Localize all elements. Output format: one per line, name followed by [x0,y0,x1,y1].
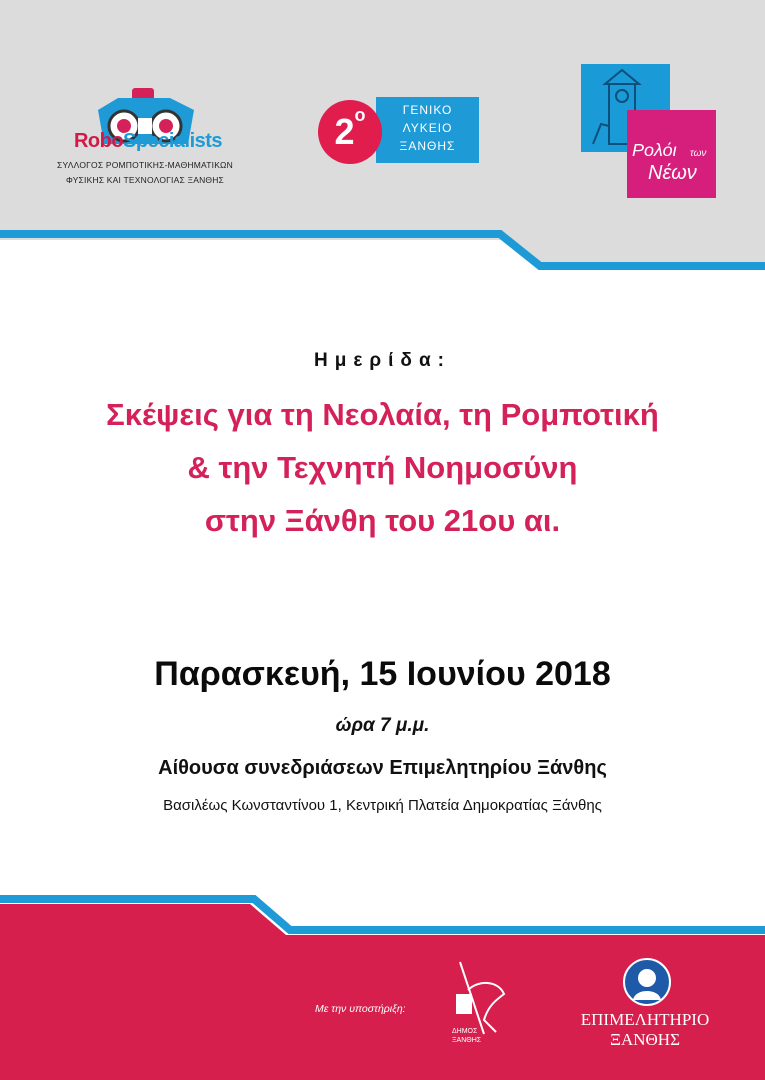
chamber-line1: ΕΠΙΜΕΛΗΤΗΡΙΟ [580,1010,710,1029]
event-time: ώρα 7 μ.μ. [335,715,430,736]
school-number-badge: $2^o$ [318,100,382,164]
roloi-word2: των [690,148,707,159]
chamber-emblem-icon [623,958,671,1006]
robo-subtitle-line1: ΣΥΛΛΟΓΟΣ ΡΟΜΠΟΤΙΚΗΣ-ΜΑΘΗΜΑΤΙΚΩΝ [57,160,233,170]
event-venue: Αίθουσα συνεδριάσεων Επιμελητηρίου Ξάνθης [158,757,607,779]
event-title-line3: στην Ξάνθη του 21ου αι. [204,503,561,538]
municipality-crest-icon [438,955,518,1045]
event-label: Ημερίδα: [314,350,451,371]
school-line-3: ΞΑΝΘΗΣ [399,139,456,153]
roloi-word3: Νέων [648,162,697,184]
school-line-1: ΓΕΝΙΚΟ [402,103,453,117]
robot-logo-icon [70,52,270,192]
event-title-line2: & την Τεχνητή Νοημοσύνη [187,450,578,485]
event-address: Βασιλέως Κωνσταντίνου 1, Κεντρική Πλατεία Δημοκρατίας Ξάνθης [163,797,602,814]
robo-subtitle-line2: ΦΥΣΙΚΗΣ ΚΑΙ ΤΕΧΝΟΛΟΓΙΑΣ ΞΑΝΘΗΣ [65,175,225,185]
event-date: Παρασκευή, 15 Ιουνίου 2018 [154,655,611,693]
municipality-line2: ΞΑΝΘΗΣ [452,1037,482,1044]
event-title-line1: Σκέψεις για τη Νεολαία, τη Ρομποτική [106,397,659,432]
municipality-line1: ΔΗΜΟΣ [452,1028,478,1035]
roloi-word1: Ρολόι [632,140,677,160]
robospecialists-wordmark: RoboSpecialists [73,130,223,152]
chamber-line2: ΞΑΝΘΗΣ [610,1030,680,1049]
chamber-portrait-icon [625,960,669,1004]
school-line-2: ΛΥΚΕΙΟ [402,121,453,135]
support-label: Με την υποστήριξη: [315,1003,406,1015]
